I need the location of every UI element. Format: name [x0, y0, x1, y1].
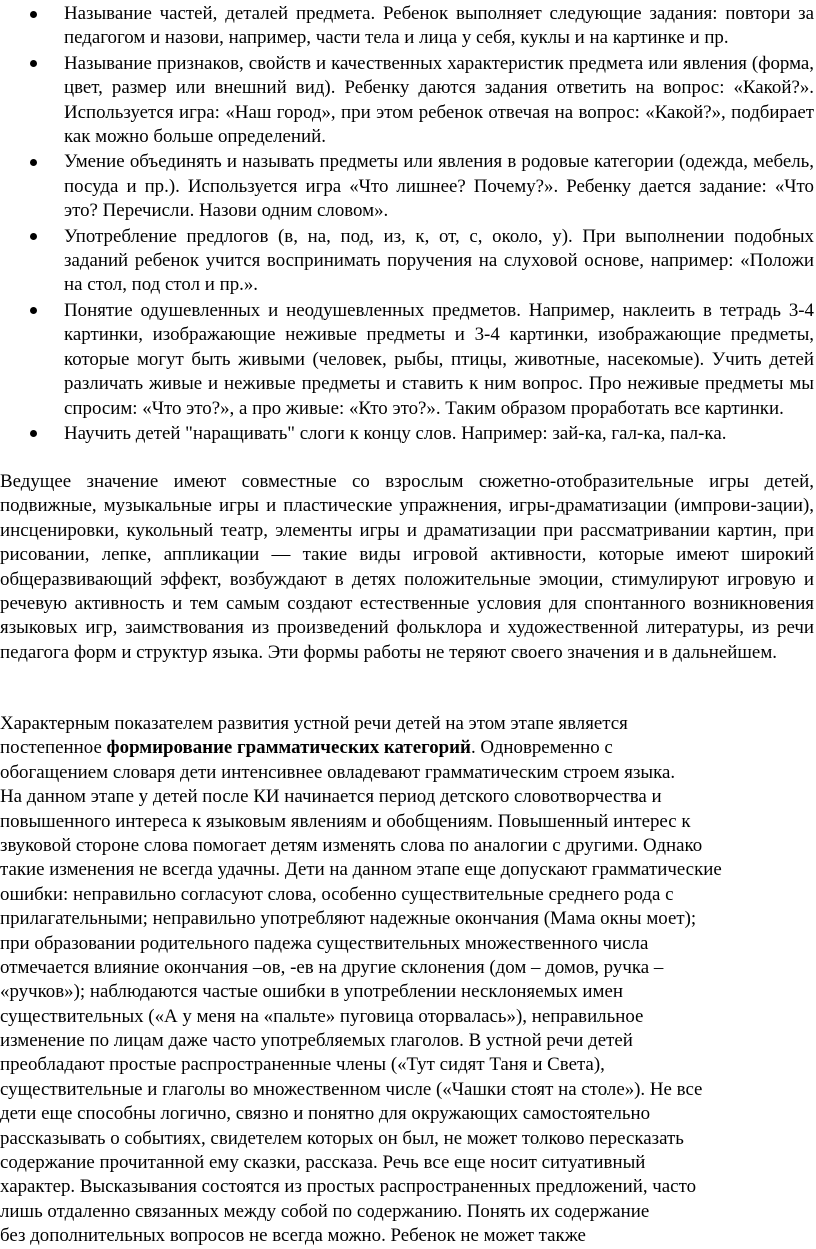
text-line	[0, 736, 810, 760]
bullet-icon	[30, 11, 37, 18]
text-line: лишь отдаленно связанных между собой по содержанию. Понять их содержание	[0, 1200, 650, 1222]
list-item-text: Называние признаков, свойств и качественных характеристик предмета или явления (форма, цвет, размер или внешний вид). Ребенку даются задания ответить на вопрос: «Какой?». Используется игра: «Наш город», при этом ребенок отвечая на вопрос: «Какой?», подбирает как можно больше определений.	[64, 52, 814, 148]
list-item	[0, 2, 816, 51]
text-line: прилагательными; неправильно употребляют надежные окончания (Мама окны моет);	[0, 908, 697, 930]
text-line: Характерным показателем развития устной речи детей на этом этапе является	[0, 713, 628, 734]
bold-term: формирование грамматических категорий	[106, 737, 471, 759]
text-line: обогащением словаря дети интенсивнее овладевают грамматическим строем языка.	[0, 761, 676, 783]
bullet-icon	[30, 159, 37, 166]
list-item	[0, 52, 816, 150]
text-line: «ручков»); наблюдаются частые ошибки в употреблении несклоняемых имен	[0, 981, 623, 1003]
text-line: На данном этапе у детей после КИ начинается период детского словотворчества и	[0, 786, 662, 808]
list-item-text: Употребление предлогов (в, на, под, из, к, от, с, около, у). При выполнении подобных заданий ребенок учится воспринимать поручения на слуховой основе, например: «Положи на стол, под стол и пр.».	[64, 225, 814, 296]
bullet-icon	[30, 430, 37, 437]
text-line: рассказывать о событиях, свидетелем которых он был, не может толково пересказать	[0, 1127, 684, 1149]
text-line: при образовании родительного падежа существительных множественного числа	[0, 932, 649, 954]
bullet-icon	[30, 233, 37, 240]
text-line: существительные и глаголы во множественном числе («Чашки стоят на столе»). Не все	[0, 1078, 703, 1100]
text-line: изменение по лицам даже часто употребляемых глаголов. В устной речи детей	[0, 1030, 633, 1052]
text-fragment: постепенное	[0, 737, 107, 759]
bullet-icon	[30, 307, 37, 314]
list-item-text: Научить детей "наращивать" слоги к концу слов. Например: зай-ка, гал-ка, пал-ка.	[64, 422, 727, 444]
text-line: звуковой стороне слова помогает детям изменять слова по аналогии с другими. Однако	[0, 834, 703, 856]
text-line: существительных («А у меня на «пальте» пуговица оторвалась»), неправильное	[0, 1005, 644, 1027]
text-line: без дополнительных вопросов не всегда можно. Ребенок не может также	[0, 1225, 586, 1247]
text-line: отмечается влияние окончания –ов, -ев на другие склонения (дом – домов, ручка –	[0, 956, 664, 978]
text-line: такие изменения не всегда удачны. Дети на данном этапе еще допускают грамматические	[0, 859, 722, 881]
text-line: содержание прочитанной ему сказки, рассказа. Речь все еще носит ситуативный	[0, 1152, 646, 1174]
list-item	[0, 422, 816, 446]
list-item-text: Понятие одушевленных и неодушевленных предметов. Например, наклеить в тетрадь 3-4 картинки, изображающие неживые предметы и 3-4 картинки, изображающие предметы, которые могут быть живыми (человек, рыбы, птицы, животные, насекомые). Учить детей различать живые и неживые предметы и ставить к ним вопрос. Про неживые предметы мы спросим: «Что это?», а про живые: «Кто это?». Таким образом проработать все картинки.	[64, 299, 814, 419]
text-line: преобладают простые распространенные члены («Тут сидят Таня и Света),	[0, 1054, 605, 1076]
bullet-icon	[30, 60, 37, 67]
list-item	[0, 225, 816, 298]
section-text	[0, 712, 810, 1249]
text-fragment: . Одновременно с	[470, 737, 613, 759]
text-line: ошибки: неправильно согласуют слова, особенно существительные среднего рода с	[0, 883, 674, 905]
text-line: характер. Высказывания состоятся из простых распространенных предложений, часто	[0, 1176, 697, 1198]
paragraph: Ведущее значение имеют совместные со взрослым сюжетно-отобразительные игры детей, подвижные, музыкальные игры и пластические упражнения, игры-драматизации (импрови-зации), инсценировки, кукольный театр, элементы игры и драматизации при рассматривании картин, при рисовании, лепке, аппликации — такие виды игровой активности, которые имеют широкий общеразвивающий эффект, возбуждают в детях положительные эмоции, стимулируют игровую и речевую активность и тем самым создают естественные условия для спонтанного возникновения языковых игр, заимствования из произведений фольклора и художественной литературы, из речи педагога форм и структур языка. Эти формы работы не теряют своего значения и в дальнейшем.	[0, 471, 814, 663]
list-item-text: Умение объединять и называть предметы или явления в родовые категории (одежда, мебель, посуда и пр.). Используется игра «Что лишнее? Почему?». Ребенку дается задание: «Что это? Перечисли. Назови одним словом».	[64, 151, 814, 222]
list-item	[0, 150, 816, 223]
text-line: повышенного интереса к языковым явлениям и обобщениям. Повышенный интерес к	[0, 810, 691, 832]
text-line: дети еще способны логично, связно и понятно для окружающих самостоятельно	[0, 1103, 651, 1125]
list-item-text: Называние частей, деталей предмета. Ребенок выполняет следующие задания: повтори за педагогом и назови, например, части тела и лица у себя, куклы и на картинке и пр.	[64, 3, 814, 49]
list-item	[0, 299, 816, 421]
bullet-list	[0, 2, 816, 447]
